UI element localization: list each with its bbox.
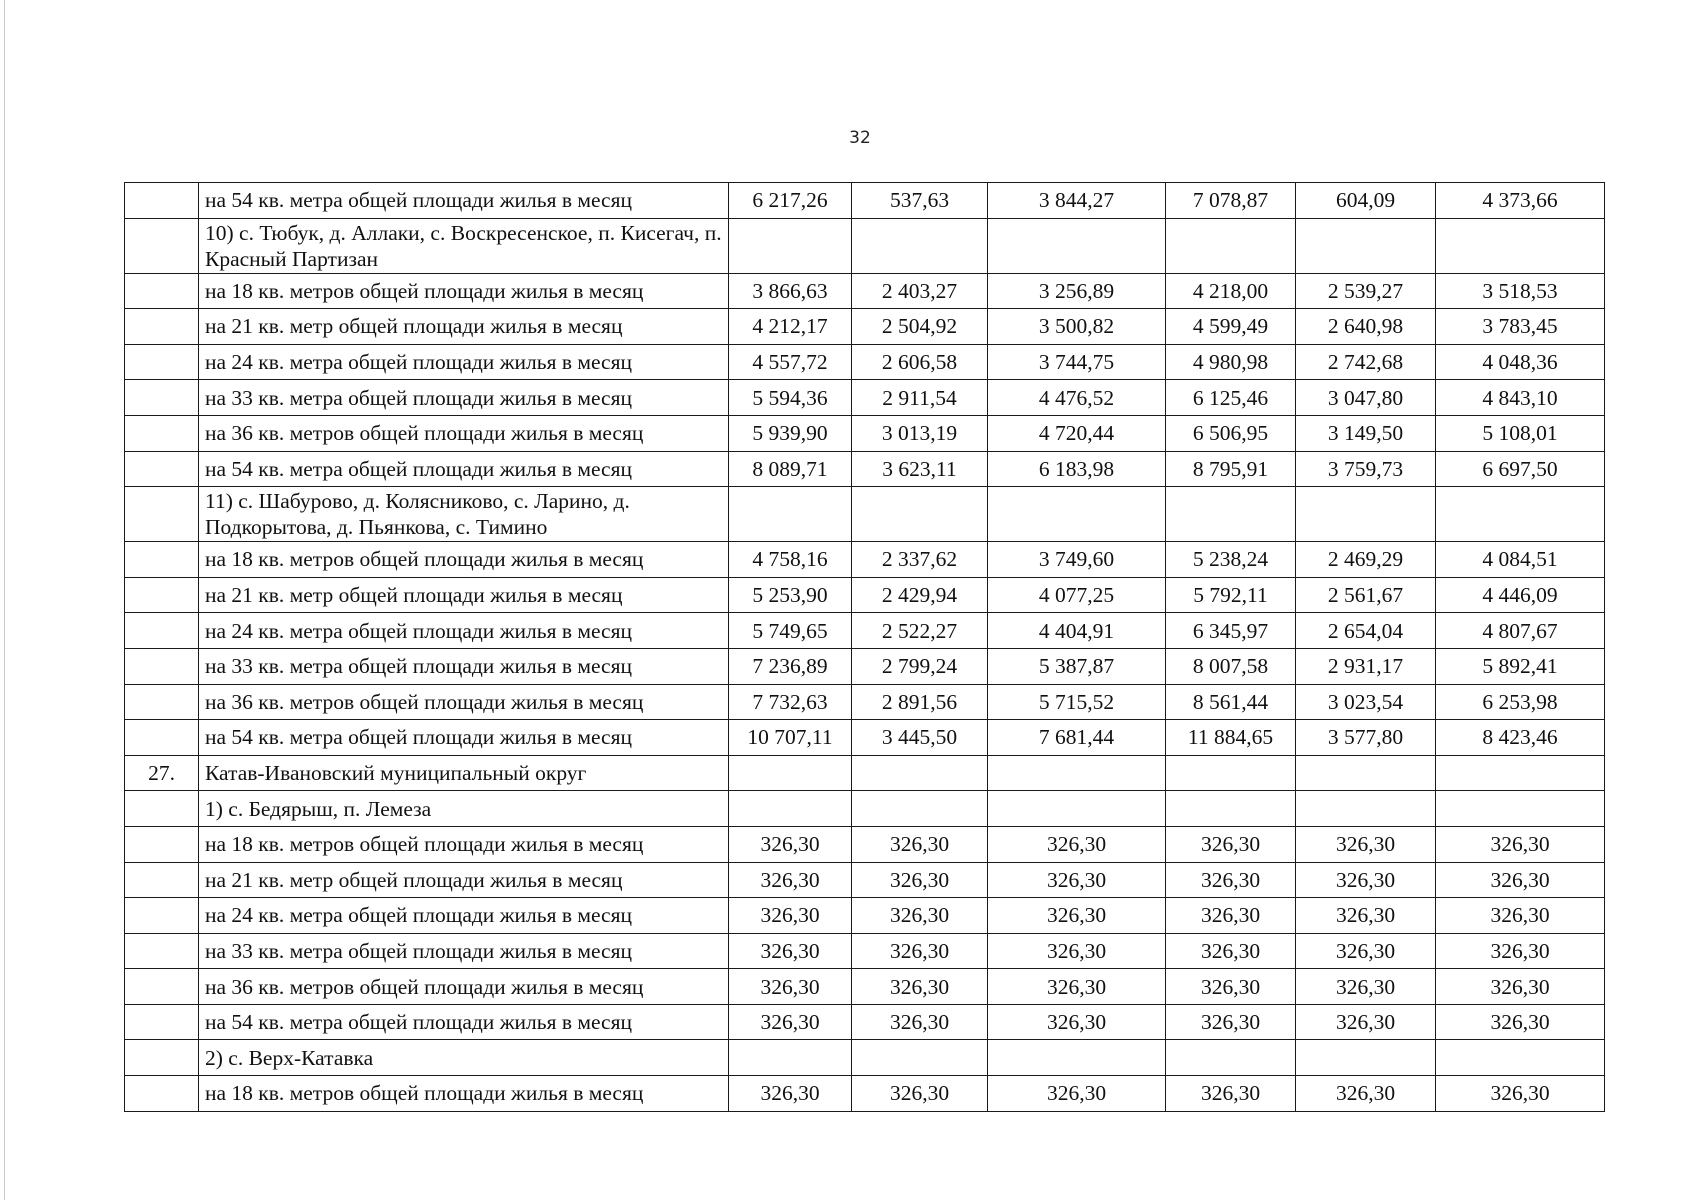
- value-cell-col4: 8 007,58: [1166, 648, 1296, 684]
- value-cell-col2: 326,30: [852, 862, 988, 898]
- value-cell-col5: 2 654,04: [1296, 613, 1436, 649]
- row-number-cell: [125, 577, 199, 613]
- value-cell-col4: 326,30: [1166, 933, 1296, 969]
- value-cell-col1: 4 212,17: [729, 309, 852, 345]
- row-number-cell: [125, 684, 199, 720]
- value-cell-col1: 4 557,72: [729, 344, 852, 380]
- value-cell-col5: 326,30: [1296, 826, 1436, 862]
- table-row: [125, 218, 1605, 273]
- value-cell-col3: [988, 487, 1166, 542]
- value-cell-col1: [729, 218, 852, 273]
- value-cell-col4: 11 884,65: [1166, 720, 1296, 756]
- value-cell-col3: 3 749,60: [988, 542, 1166, 578]
- value-cell-col1: 5 594,36: [729, 380, 852, 416]
- value-cell-col2: 2 504,92: [852, 309, 988, 345]
- value-cell-col6: 6 697,50: [1436, 451, 1605, 487]
- row-number-cell: [125, 648, 199, 684]
- value-cell-col6: 326,30: [1436, 1004, 1605, 1040]
- value-cell-col6: 4 048,36: [1436, 344, 1605, 380]
- value-cell-col4: 4 218,00: [1166, 273, 1296, 309]
- description-cell: на 24 кв. метра общей площади жилья в месяц: [199, 613, 729, 649]
- value-cell-col4: 326,30: [1166, 862, 1296, 898]
- table-row: [125, 1040, 1605, 1076]
- value-cell-col6: 326,30: [1436, 933, 1605, 969]
- value-cell-col1: 326,30: [729, 898, 852, 934]
- description-cell: на 18 кв. метров общей площади жилья в месяц: [199, 273, 729, 309]
- value-cell-col6: 4 843,10: [1436, 380, 1605, 416]
- value-cell-col4: 8 561,44: [1166, 684, 1296, 720]
- value-cell-col3: 326,30: [988, 826, 1166, 862]
- value-cell-col2: 326,30: [852, 933, 988, 969]
- description-cell: на 33 кв. метра общей площади жилья в месяц: [199, 933, 729, 969]
- table-row: [125, 487, 1605, 542]
- value-cell-col3: [988, 755, 1166, 791]
- value-cell-col2: 326,30: [852, 1076, 988, 1112]
- value-cell-col3: 3 844,27: [988, 183, 1166, 219]
- value-cell-col4: 4 980,98: [1166, 344, 1296, 380]
- row-number-cell: [125, 862, 199, 898]
- value-cell-col2: [852, 791, 988, 827]
- description-cell: на 54 кв. метра общей площади жилья в месяц: [199, 183, 729, 219]
- value-cell-col3: [988, 1040, 1166, 1076]
- table-row: [125, 862, 1605, 898]
- table-row: [125, 451, 1605, 487]
- value-cell-col3: 326,30: [988, 1076, 1166, 1112]
- value-cell-col6: 4 807,67: [1436, 613, 1605, 649]
- description-cell: 10) с. Тюбук, д. Аллаки, с. Воскресенское, п. Кисегач, п. Красный Партизан: [199, 218, 729, 273]
- table-row: [125, 648, 1605, 684]
- value-cell-col1: [729, 791, 852, 827]
- row-number-cell: [125, 487, 199, 542]
- value-cell-col2: 2 606,58: [852, 344, 988, 380]
- table-row: [125, 969, 1605, 1005]
- row-number-cell: [125, 183, 199, 219]
- description-cell: Катав-Ивановский муниципальный округ: [199, 755, 729, 791]
- row-number-cell: [125, 542, 199, 578]
- value-cell-col1: 7 732,63: [729, 684, 852, 720]
- value-cell-col6: 6 253,98: [1436, 684, 1605, 720]
- value-cell-col1: [729, 755, 852, 791]
- row-number-cell: [125, 1076, 199, 1112]
- value-cell-col5: [1296, 791, 1436, 827]
- value-cell-col6: 326,30: [1436, 969, 1605, 1005]
- value-cell-col5: 326,30: [1296, 862, 1436, 898]
- value-cell-col5: 3 047,80: [1296, 380, 1436, 416]
- description-cell: на 54 кв. метра общей площади жилья в месяц: [199, 720, 729, 756]
- row-number-cell: [125, 344, 199, 380]
- row-number-cell: [125, 969, 199, 1005]
- row-number-cell: [125, 273, 199, 309]
- value-cell-col4: 8 795,91: [1166, 451, 1296, 487]
- row-number-cell: [125, 451, 199, 487]
- row-number-cell: [125, 720, 199, 756]
- row-number-cell: [125, 218, 199, 273]
- row-number-cell: [125, 791, 199, 827]
- table-row: [125, 791, 1605, 827]
- value-cell-col6: 8 423,46: [1436, 720, 1605, 756]
- value-cell-col5: 2 539,27: [1296, 273, 1436, 309]
- table-row: [125, 613, 1605, 649]
- table-row: [125, 344, 1605, 380]
- description-cell: 11) с. Шабурово, д. Колясниково, с. Ларино, д. Подкорытова, д. Пьянкова, с. Тимино: [199, 487, 729, 542]
- value-cell-col4: 326,30: [1166, 969, 1296, 1005]
- value-cell-col5: [1296, 218, 1436, 273]
- value-cell-col6: [1436, 487, 1605, 542]
- value-cell-col5: 2 561,67: [1296, 577, 1436, 613]
- value-cell-col3: 6 183,98: [988, 451, 1166, 487]
- value-cell-col2: 326,30: [852, 1004, 988, 1040]
- table-row: [125, 755, 1605, 791]
- value-cell-col3: [988, 791, 1166, 827]
- value-cell-col2: 326,30: [852, 826, 988, 862]
- table-row: [125, 720, 1605, 756]
- value-cell-col1: 5 939,90: [729, 415, 852, 451]
- value-cell-col6: 4 084,51: [1436, 542, 1605, 578]
- description-cell: на 18 кв. метров общей площади жилья в месяц: [199, 542, 729, 578]
- row-number-cell: [125, 1004, 199, 1040]
- value-cell-col3: 5 387,87: [988, 648, 1166, 684]
- value-cell-col5: 326,30: [1296, 1004, 1436, 1040]
- value-cell-col3: 326,30: [988, 898, 1166, 934]
- value-cell-col1: 326,30: [729, 1004, 852, 1040]
- table-row: [125, 380, 1605, 416]
- value-cell-col1: 326,30: [729, 862, 852, 898]
- value-cell-col1: 5 253,90: [729, 577, 852, 613]
- description-cell: на 18 кв. метров общей площади жилья в месяц: [199, 826, 729, 862]
- value-cell-col2: 2 429,94: [852, 577, 988, 613]
- value-cell-col1: 10 707,11: [729, 720, 852, 756]
- description-cell: на 21 кв. метр общей площади жилья в месяц: [199, 577, 729, 613]
- value-cell-col6: [1436, 755, 1605, 791]
- description-cell: на 24 кв. метра общей площади жилья в месяц: [199, 344, 729, 380]
- row-number-cell: [125, 898, 199, 934]
- value-cell-col2: 2 891,56: [852, 684, 988, 720]
- description-cell: на 36 кв. метров общей площади жилья в месяц: [199, 969, 729, 1005]
- page-number: 32: [849, 128, 871, 148]
- tariff-table: [124, 182, 1605, 1112]
- value-cell-col5: [1296, 755, 1436, 791]
- value-cell-col1: 8 089,71: [729, 451, 852, 487]
- value-cell-col2: 2 337,62: [852, 542, 988, 578]
- value-cell-col3: 326,30: [988, 933, 1166, 969]
- table-row: [125, 684, 1605, 720]
- value-cell-col2: 326,30: [852, 898, 988, 934]
- description-cell: на 33 кв. метра общей площади жилья в месяц: [199, 380, 729, 416]
- value-cell-col2: 326,30: [852, 969, 988, 1005]
- description-cell: на 21 кв. метр общей площади жилья в месяц: [199, 862, 729, 898]
- value-cell-col3: 4 476,52: [988, 380, 1166, 416]
- value-cell-col6: 4 446,09: [1436, 577, 1605, 613]
- value-cell-col5: 2 640,98: [1296, 309, 1436, 345]
- description-cell: 2) с. Верх-Катавка: [199, 1040, 729, 1076]
- table-row: [125, 273, 1605, 309]
- value-cell-col4: 6 125,46: [1166, 380, 1296, 416]
- value-cell-col2: 2 403,27: [852, 273, 988, 309]
- description-cell: 1) с. Бедярыш, п. Лемеза: [199, 791, 729, 827]
- value-cell-col4: 326,30: [1166, 1076, 1296, 1112]
- value-cell-col1: 7 236,89: [729, 648, 852, 684]
- description-cell: на 54 кв. метра общей площади жилья в месяц: [199, 1004, 729, 1040]
- row-number-cell: [125, 1040, 199, 1076]
- value-cell-col3: 326,30: [988, 862, 1166, 898]
- value-cell-col2: 3 445,50: [852, 720, 988, 756]
- description-cell: на 24 кв. метра общей площади жилья в месяц: [199, 898, 729, 934]
- description-cell: на 54 кв. метра общей площади жилья в месяц: [199, 451, 729, 487]
- row-number-cell: [125, 309, 199, 345]
- value-cell-col3: 4 077,25: [988, 577, 1166, 613]
- tariff-table-body: [125, 183, 1605, 1112]
- value-cell-col4: 326,30: [1166, 826, 1296, 862]
- value-cell-col3: 3 744,75: [988, 344, 1166, 380]
- value-cell-col2: 3 013,19: [852, 415, 988, 451]
- value-cell-col1: 326,30: [729, 826, 852, 862]
- value-cell-col2: 537,63: [852, 183, 988, 219]
- value-cell-col3: 326,30: [988, 969, 1166, 1005]
- value-cell-col6: 5 108,01: [1436, 415, 1605, 451]
- value-cell-col1: [729, 487, 852, 542]
- value-cell-col4: [1166, 1040, 1296, 1076]
- description-cell: на 21 кв. метр общей площади жилья в месяц: [199, 309, 729, 345]
- row-number-cell: [125, 933, 199, 969]
- value-cell-col3: 4 404,91: [988, 613, 1166, 649]
- value-cell-col5: 3 023,54: [1296, 684, 1436, 720]
- value-cell-col6: 326,30: [1436, 862, 1605, 898]
- value-cell-col6: 326,30: [1436, 898, 1605, 934]
- value-cell-col3: 5 715,52: [988, 684, 1166, 720]
- description-cell: на 18 кв. метров общей площади жилья в месяц: [199, 1076, 729, 1112]
- table-row: [125, 542, 1605, 578]
- value-cell-col4: [1166, 218, 1296, 273]
- value-cell-col2: 3 623,11: [852, 451, 988, 487]
- value-cell-col4: 5 238,24: [1166, 542, 1296, 578]
- value-cell-col6: [1436, 1040, 1605, 1076]
- value-cell-col4: 5 792,11: [1166, 577, 1296, 613]
- value-cell-col5: 2 742,68: [1296, 344, 1436, 380]
- value-cell-col6: 5 892,41: [1436, 648, 1605, 684]
- value-cell-col4: 326,30: [1166, 898, 1296, 934]
- value-cell-col4: 4 599,49: [1166, 309, 1296, 345]
- value-cell-col2: 2 799,24: [852, 648, 988, 684]
- scan-edge-line: [4, 0, 5, 1200]
- table-row: [125, 933, 1605, 969]
- description-cell: на 33 кв. метра общей площади жилья в месяц: [199, 648, 729, 684]
- table-row: [125, 1076, 1605, 1112]
- description-cell: на 36 кв. метров общей площади жилья в месяц: [199, 415, 729, 451]
- table-row: [125, 183, 1605, 219]
- value-cell-col5: 326,30: [1296, 898, 1436, 934]
- value-cell-col1: 4 758,16: [729, 542, 852, 578]
- value-cell-col2: [852, 755, 988, 791]
- value-cell-col4: [1166, 791, 1296, 827]
- value-cell-col1: [729, 1040, 852, 1076]
- value-cell-col4: [1166, 487, 1296, 542]
- value-cell-col4: [1166, 755, 1296, 791]
- value-cell-col5: [1296, 1040, 1436, 1076]
- value-cell-col1: 5 749,65: [729, 613, 852, 649]
- description-cell: на 36 кв. метров общей площади жилья в месяц: [199, 684, 729, 720]
- value-cell-col3: [988, 218, 1166, 273]
- value-cell-col3: 4 720,44: [988, 415, 1166, 451]
- value-cell-col6: 326,30: [1436, 826, 1605, 862]
- value-cell-col2: 2 911,54: [852, 380, 988, 416]
- value-cell-col5: 3 149,50: [1296, 415, 1436, 451]
- value-cell-col5: 326,30: [1296, 933, 1436, 969]
- table-row: [125, 898, 1605, 934]
- table-row: [125, 309, 1605, 345]
- value-cell-col6: 4 373,66: [1436, 183, 1605, 219]
- value-cell-col5: 3 759,73: [1296, 451, 1436, 487]
- value-cell-col1: 6 217,26: [729, 183, 852, 219]
- value-cell-col6: [1436, 791, 1605, 827]
- value-cell-col4: 6 345,97: [1166, 613, 1296, 649]
- value-cell-col5: 3 577,80: [1296, 720, 1436, 756]
- row-number-cell: [125, 613, 199, 649]
- value-cell-col3: 3 500,82: [988, 309, 1166, 345]
- value-cell-col6: 3 783,45: [1436, 309, 1605, 345]
- table-row: [125, 1004, 1605, 1040]
- row-number-cell: 27.: [125, 755, 199, 791]
- value-cell-col2: [852, 1040, 988, 1076]
- value-cell-col2: [852, 487, 988, 542]
- row-number-cell: [125, 826, 199, 862]
- table-row: [125, 415, 1605, 451]
- value-cell-col6: 326,30: [1436, 1076, 1605, 1112]
- value-cell-col1: 326,30: [729, 969, 852, 1005]
- table-row: [125, 826, 1605, 862]
- value-cell-col1: 3 866,63: [729, 273, 852, 309]
- value-cell-col2: 2 522,27: [852, 613, 988, 649]
- value-cell-col6: 3 518,53: [1436, 273, 1605, 309]
- value-cell-col3: 7 681,44: [988, 720, 1166, 756]
- row-number-cell: [125, 380, 199, 416]
- value-cell-col5: 326,30: [1296, 969, 1436, 1005]
- value-cell-col4: 6 506,95: [1166, 415, 1296, 451]
- row-number-cell: [125, 415, 199, 451]
- table-row: [125, 577, 1605, 613]
- value-cell-col5: [1296, 487, 1436, 542]
- value-cell-col5: 2 469,29: [1296, 542, 1436, 578]
- value-cell-col5: 326,30: [1296, 1076, 1436, 1112]
- value-cell-col2: [852, 218, 988, 273]
- value-cell-col1: 326,30: [729, 1076, 852, 1112]
- value-cell-col4: 326,30: [1166, 1004, 1296, 1040]
- value-cell-col3: 3 256,89: [988, 273, 1166, 309]
- value-cell-col5: 604,09: [1296, 183, 1436, 219]
- value-cell-col4: 7 078,87: [1166, 183, 1296, 219]
- value-cell-col6: [1436, 218, 1605, 273]
- value-cell-col1: 326,30: [729, 933, 852, 969]
- value-cell-col5: 2 931,17: [1296, 648, 1436, 684]
- value-cell-col3: 326,30: [988, 1004, 1166, 1040]
